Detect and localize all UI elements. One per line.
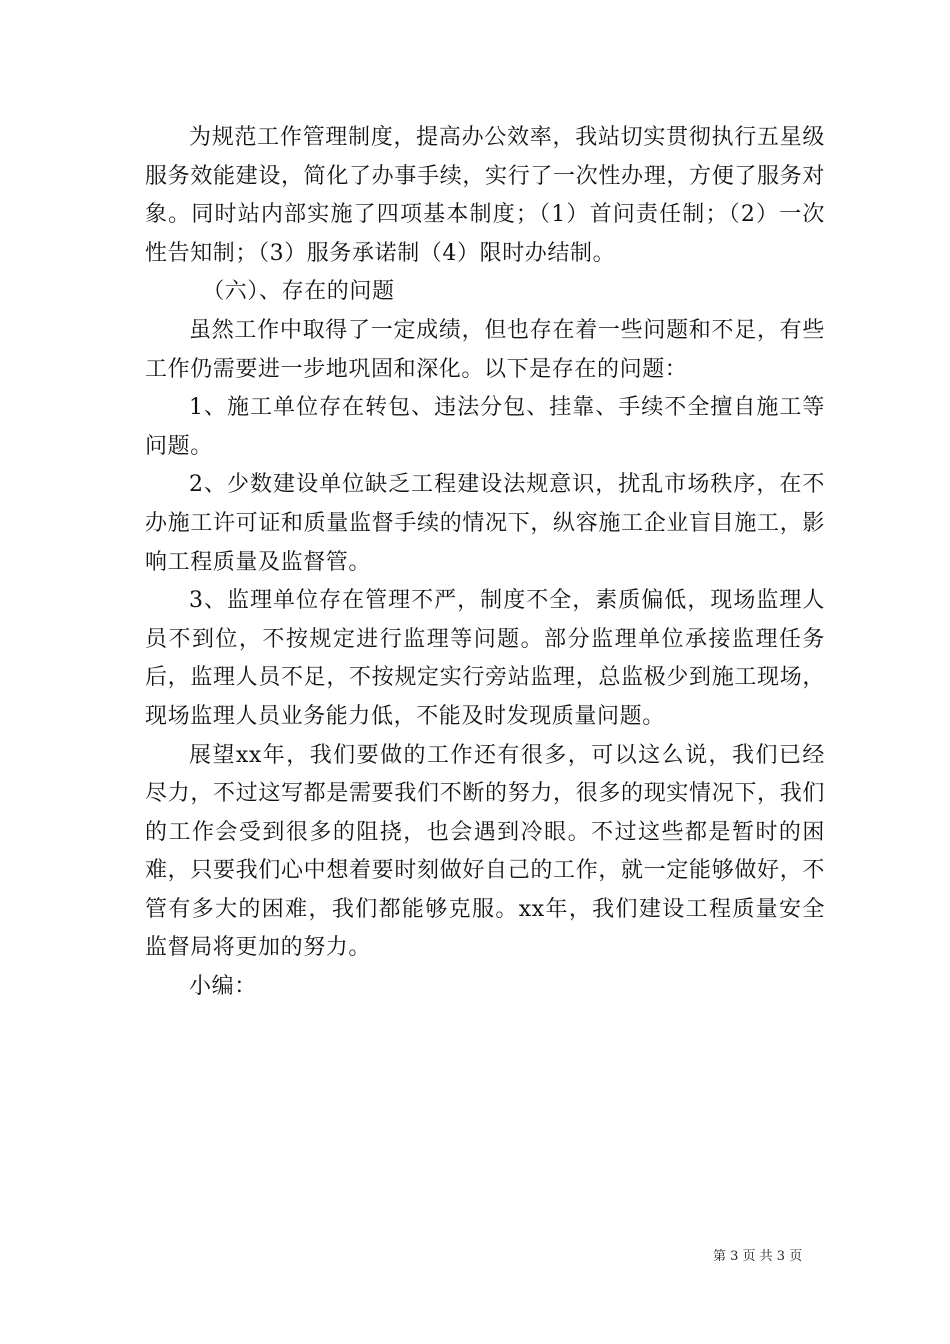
paragraph-outlook: 展望xx年，我们要做的工作还有很多，可以这么说，我们已经尽力，不过这写都是需要我们不断的努力，很多的现实情况下，我们的工作会受到很多的阻挠，也会遇到冷眼。不过这些都是暂时的困难，只要我们心中想着要时刻做好自己的工作，就一定能够做好，不管有多大的困难，我们都能够克服。xx年，我们建设工程质量安全监督局将更加的努力。 <box>145 742 825 961</box>
section-heading-problems: （六）、存在的问题 <box>202 279 395 305</box>
page-number-footer: 第 3 页 共 3 页 <box>713 1249 803 1264</box>
paragraph-problems-intro: 虽然工作中取得了一定成绩，但也存在着一些问题和不足，有些工作仍需要进一步地巩固和深化。以下是存在的问题： <box>145 317 825 382</box>
paragraph-editor-note: 小编： <box>189 974 257 1000</box>
paragraph-problem-3: 3、监理单位存在管理不严，制度不全，素质偏低，现场监理人员不到位，不按规定进行监理等问题。部分监理单位承接监理任务后，监理人员不足，不按规定实行旁站监理，总监极少到施工现场，现场监理人员业务能力低，不能及时发现质量问题。 <box>145 588 825 729</box>
paragraph-service-system: 为规范工作管理制度，提高办公效率，我站切实贯彻执行五星级服务效能建设，简化了办事手续，实行了一次性办理，方便了服务对象。同时站内部实施了四项基本制度；（1）首问责任制；（2）一次性告知制；（3）服务承诺制（4）限时办结制。 <box>145 125 825 266</box>
document-body <box>145 119 825 1007</box>
paragraph-problem-2: 2、少数建设单位缺乏工程建设法规意识，扰乱市场秩序，在不办施工许可证和质量监督手续的情况下，纵容施工企业盲目施工，影响工程质量及监督管。 <box>145 472 825 575</box>
paragraph-problem-1: 1、施工单位存在转包、违法分包、挂靠、手续不全擅自施工等问题。 <box>145 395 825 459</box>
